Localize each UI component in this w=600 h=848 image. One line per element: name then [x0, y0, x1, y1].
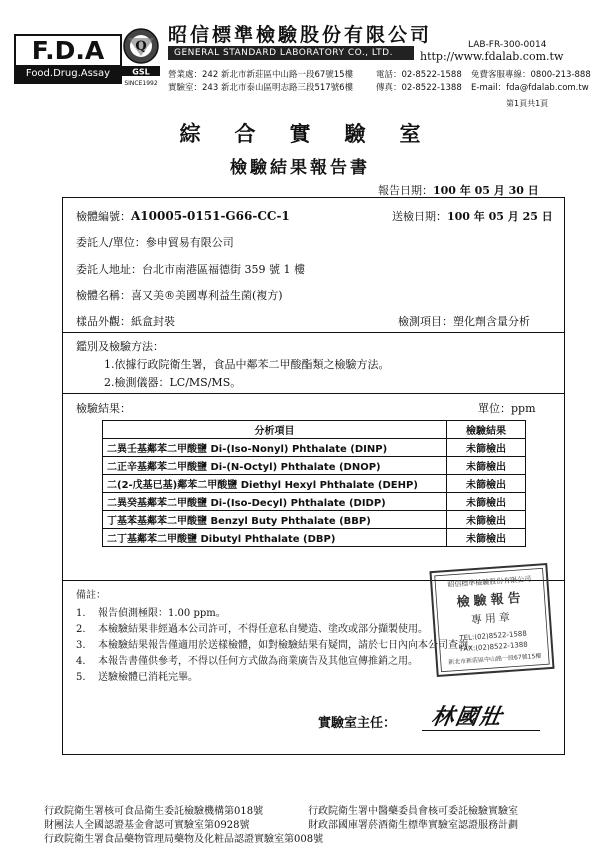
unit-label: 單位：ppm	[478, 402, 536, 415]
report-date-label: 報告日期：	[378, 184, 433, 197]
document-subtitle: 檢驗結果報告書	[230, 158, 370, 178]
note-number: 5.	[76, 672, 86, 683]
stamp-address: 新北市新莊區中山路一段67號15樓	[447, 652, 542, 667]
footer-line-5: 行政院衛生署食品藥物管理局藥物及化粧品認證實驗室第008號	[44, 834, 324, 845]
lab-label: 實驗室：	[168, 83, 203, 93]
analysis-item: 丁基苯基鄰苯二甲酸鹽 Benzyl Buty Phthalate (BBP)	[103, 511, 447, 529]
client-field	[76, 234, 234, 250]
table-row	[103, 457, 526, 475]
results-label: 檢驗結果：	[76, 402, 131, 415]
note-text: 報告偵測極限：1.00 ppm。	[98, 608, 226, 619]
hotline-label: 免費客服專線：	[471, 70, 531, 80]
stamp-fax: FAX:(02)8522-1388	[459, 640, 529, 654]
stamp-sub: 專用章	[470, 610, 514, 627]
received-date-field	[392, 208, 553, 224]
website-link[interactable]: http://www.fdalab.com.tw	[420, 50, 564, 63]
phone-number: 02-8522-1588	[401, 70, 462, 80]
phone-label: 電話：	[376, 70, 402, 80]
stamp-org: 昭信標準檢驗股份有限公司	[447, 575, 532, 590]
method-item-2: 2.檢測儀器：LC/MS/MS。	[104, 376, 242, 389]
note-text: 送驗檢體已消耗完畢。	[98, 672, 198, 683]
result-value: 未篩檢出	[447, 475, 526, 493]
official-stamp	[428, 562, 555, 678]
note-number: 3.	[76, 640, 86, 651]
analysis-item: 二正辛基鄰苯二甲酸鹽 Di-(N-Octyl) Phthalate (DNOP)	[103, 457, 447, 475]
received-date-label: 送檢日期：	[392, 210, 447, 223]
result-value: 未篩檢出	[447, 511, 526, 529]
test-item-value: 塑化劑含量分析	[453, 315, 530, 328]
note-item	[76, 620, 428, 635]
email-line	[471, 81, 589, 93]
method-item-1: 1.依據行政院衛生署，食品中鄰苯二甲酸酯類之檢驗方法。	[104, 358, 390, 371]
email-address[interactable]: fda@fdalab.com.tw	[506, 83, 589, 93]
note-number: 1.	[76, 608, 86, 619]
table-row	[103, 475, 526, 493]
report-date-value: 100 年 05 月 30 日	[433, 184, 539, 197]
analysis-item: 二(2-戊基已基)鄰苯二甲酸鹽 Diethyl Hexyl Phthalate (DEHP)	[103, 475, 447, 493]
office-address: 242 新北市新莊區中山路一段67號15樓	[202, 70, 354, 80]
client-value: 參申貿易有限公司	[145, 236, 234, 249]
table-row	[103, 529, 526, 547]
footer-line-1: 行政院衛生署核可食品衛生委託檢驗機構第018號	[44, 806, 264, 817]
test-item-field	[398, 313, 530, 329]
result-value: 未篩檢出	[447, 457, 526, 475]
result-value: 未篩檢出	[447, 493, 526, 511]
client-address-value: 台北市南港區福德街 359 號 1 樓	[142, 263, 305, 276]
client-address-field	[76, 261, 305, 277]
appearance-value: 紙盒封裝	[131, 315, 175, 328]
test-item-label: 檢測項目：	[398, 315, 453, 328]
result-value: 未篩檢出	[447, 439, 526, 457]
header-analysis-item: 分析項目	[103, 421, 447, 439]
note-text: 本檢驗結果非經過本公司許可，不得任意私自變造、塗改或部分擷製使用。	[98, 624, 428, 635]
header-result: 檢驗結果	[447, 421, 526, 439]
sample-name-value: 喜又美®美國專利益生菌(複方)	[131, 289, 283, 302]
lab-address: 243 新北市泰山區明志路三段517號6樓	[202, 83, 354, 93]
results-table	[102, 420, 526, 547]
note-number: 4.	[76, 656, 86, 667]
table-row	[103, 493, 526, 511]
sample-number-field	[76, 208, 290, 224]
notes-label: 備註：	[76, 590, 106, 601]
footer-line-3: 財團法人全國認證基金會認可實驗室第0928號	[44, 820, 250, 831]
analysis-item: 二異壬基鄰苯二甲酸鹽 Di-(Iso-Nonyl) Phthalate (DINP)	[103, 439, 447, 457]
fda-logo	[14, 34, 122, 84]
svg-text:Q: Q	[135, 39, 147, 54]
report-date	[378, 182, 539, 198]
client-address-label: 委託人地址：	[76, 263, 142, 276]
appearance-field	[76, 313, 175, 329]
lab-address-line	[168, 81, 353, 93]
supervisor-label: 實驗室主任：	[318, 716, 397, 731]
note-item	[76, 668, 198, 683]
signature: 林國壯	[429, 704, 507, 730]
fax-label: 傳真：	[376, 83, 402, 93]
fax-line	[376, 81, 462, 93]
office-address-line	[168, 68, 353, 80]
signature-line	[422, 730, 540, 731]
note-number: 2.	[76, 624, 86, 635]
method-label: 鑑別及檢驗方法：	[76, 340, 164, 353]
gsl-since: SINCE1992	[124, 80, 158, 87]
analysis-item: 二異癸基鄰苯二甲酸鹽 Di-(Iso-Decyl) Phthalate (DIDP)	[103, 493, 447, 511]
note-item	[76, 652, 418, 667]
phone-line	[376, 68, 462, 80]
note-item	[76, 604, 226, 619]
sample-name-field	[76, 287, 283, 303]
appearance-label: 樣品外觀：	[76, 315, 131, 328]
sample-number-value: A10005-0151-G66-CC-1	[131, 209, 290, 223]
report-code: LAB-FR-300-0014	[468, 40, 547, 50]
table-row	[103, 439, 526, 457]
gsl-label: GSL	[132, 67, 150, 77]
analysis-item: 二丁基鄰苯二甲酸鹽 Dibutyl Phthalate (DBP)	[103, 529, 447, 547]
company-name-en: GENERAL STANDARD LABORATORY CO., LTD.	[168, 46, 414, 60]
company-name: 昭信標準檢驗股份有限公司	[168, 24, 433, 46]
note-item	[76, 636, 478, 651]
stamp-title: 檢驗報告	[456, 590, 526, 611]
divider	[62, 393, 565, 394]
stamp-tel: TEL:(02)8522-1588	[459, 629, 528, 643]
email-label: E-mail：	[471, 83, 507, 93]
client-label: 委託人/單位：	[76, 236, 146, 249]
note-text: 本檢驗結果報告僅適用於送樣檢體，如對檢驗結果有疑問，請於七日內向本公司查詢。	[98, 640, 478, 651]
gsl-logo-icon	[120, 26, 162, 88]
result-value: 未篩檢出	[447, 529, 526, 547]
note-text: 本報告書僅供參考，不得以任何方式做為商業廣告及其他宣傳推銷之用。	[98, 656, 418, 667]
fax-number: 02-8522-1388	[401, 83, 462, 93]
footer-line-2: 行政院衛生署中醫藥委員會核可委託檢驗實驗室	[308, 806, 518, 817]
office-label: 營業處：	[168, 70, 203, 80]
table-header-row	[103, 421, 526, 439]
table-row	[103, 511, 526, 529]
hotline-number: 0800-213-888	[530, 70, 591, 80]
document-title: 綜合實驗室	[179, 121, 455, 146]
received-date-value: 100 年 05 月 25 日	[447, 210, 553, 223]
fda-logo-subtext: Food.Drug.Assay	[16, 65, 120, 82]
sample-number-label: 檢體編號：	[76, 210, 131, 223]
sample-name-label: 檢體名稱：	[76, 289, 131, 302]
page-number: 第1頁共1頁	[506, 99, 549, 108]
hotline-line	[471, 68, 591, 80]
footer-line-4: 財政部國庫署菸酒衛生標準實驗室認證服務計劃	[308, 820, 518, 831]
fda-logo-text: F.D.A	[31, 36, 105, 65]
divider	[62, 332, 565, 333]
